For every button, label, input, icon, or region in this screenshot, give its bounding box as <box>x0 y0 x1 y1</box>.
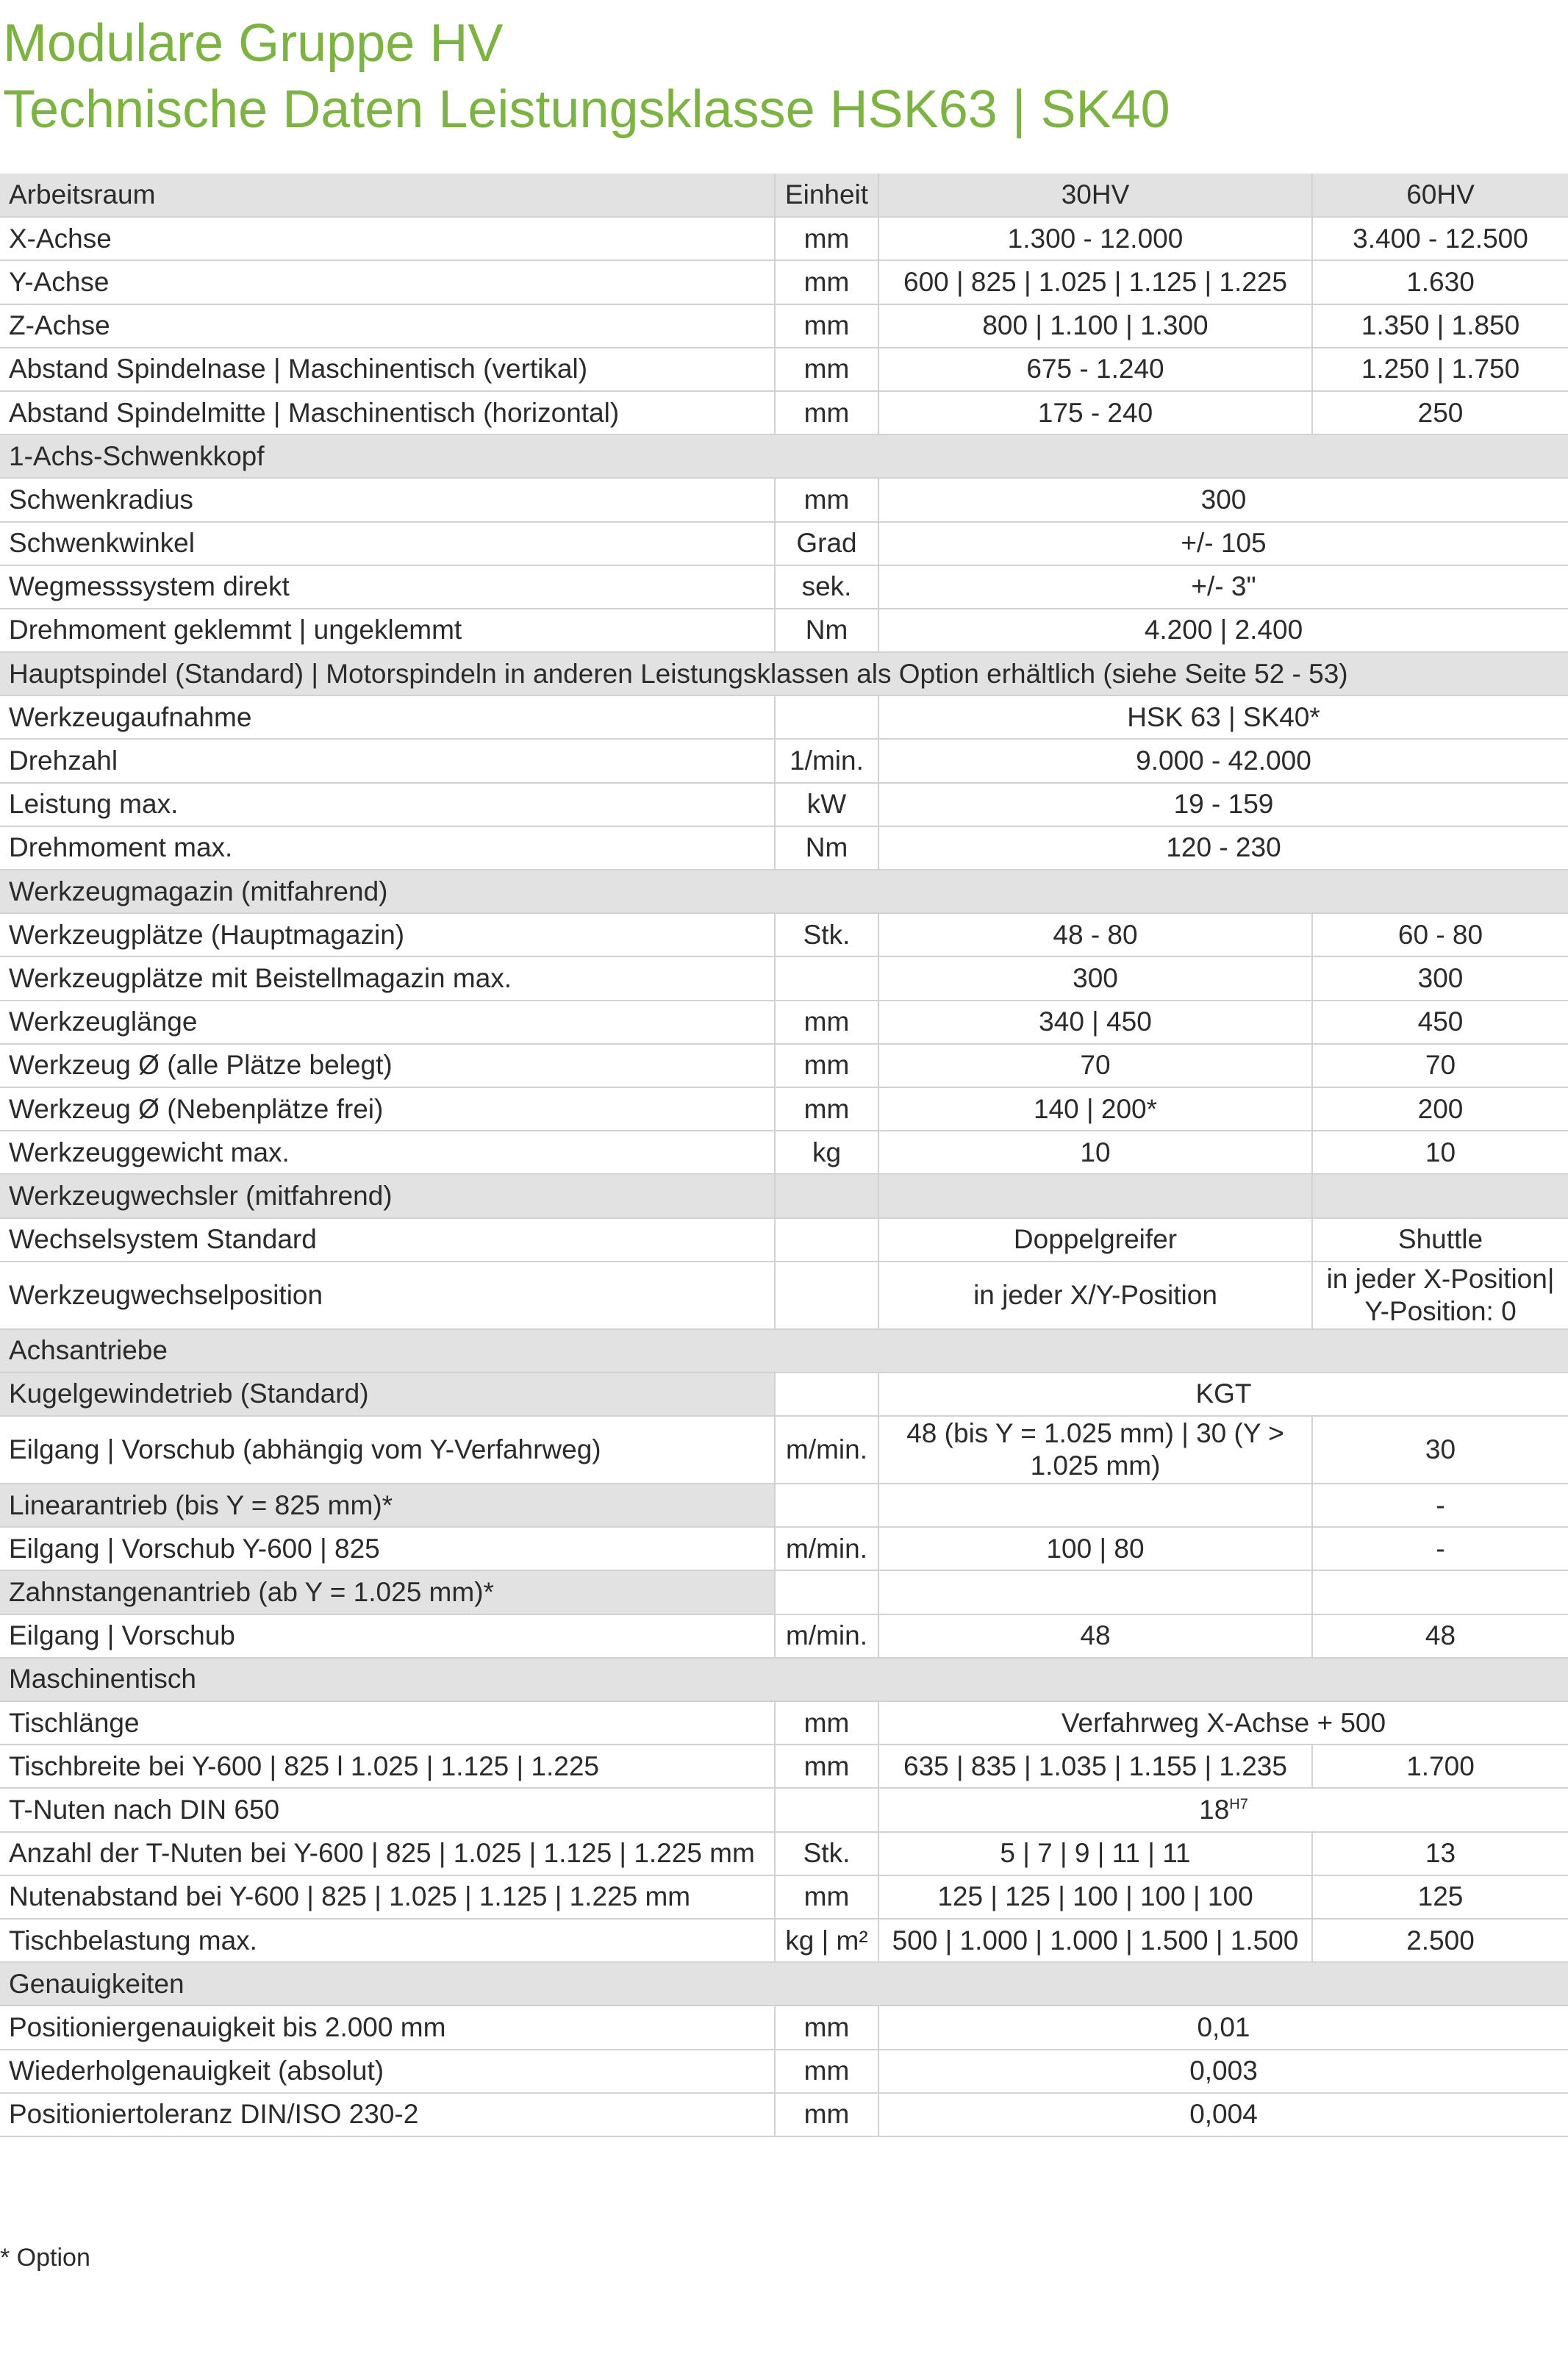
value-30hv: 300 <box>878 956 1312 1000</box>
row-unit: mm <box>775 391 878 434</box>
row-unit: mm <box>775 1001 878 1044</box>
row-label: Leistung max. <box>0 783 775 826</box>
title-line-1: Modulare Gruppe HV <box>3 14 504 73</box>
section-header <box>0 1174 1568 1217</box>
section-header <box>0 870 1568 913</box>
subsection-title: Kugelgewindetrieb (Standard) <box>0 1373 775 1416</box>
section-header <box>0 1329 1568 1373</box>
row-label: Positioniertoleranz DIN/ISO 230-2 <box>0 2093 775 2136</box>
value-30hv: 48 (bis Y = 1.025 mm) | 30 (Y > 1.025 mm) <box>878 1416 1312 1484</box>
value-60hv: in jeder X-Position| Y-Position: 0 <box>1312 1262 1568 1329</box>
row-unit: 1/min. <box>775 739 878 782</box>
row-label: Eilgang | Vorschub <box>0 1614 775 1658</box>
value-60hv: 1.700 <box>1312 1745 1568 1788</box>
row-label: Eilgang | Vorschub Y-600 | 825 <box>0 1527 775 1570</box>
value-30hv: 70 <box>878 1044 1312 1087</box>
row-label: Positioniergenauigkeit bis 2.000 mm <box>0 2006 775 2049</box>
row-unit: m/min. <box>775 1416 878 1484</box>
row-label: Z-Achse <box>0 304 775 348</box>
row-unit: kg | m² <box>775 1919 878 1962</box>
value-60hv: 450 <box>1312 1001 1568 1044</box>
value-30hv: Doppelgreifer <box>878 1218 1312 1262</box>
table-row <box>0 1788 1568 1831</box>
spec-table <box>0 173 1568 2137</box>
row-label: Tischbelastung max. <box>0 1919 775 1962</box>
value-60hv: 3.400 - 12.500 <box>1312 217 1568 260</box>
section-title: 1-Achs-Schwenkkopf <box>0 434 1568 478</box>
value-shared: Verfahrweg X-Achse + 500 <box>878 1701 1568 1745</box>
table-row <box>0 1044 1568 1087</box>
section-title: Werkzeugmagazin (mitfahrend) <box>0 870 1568 913</box>
value-60hv: 1.350 | 1.850 <box>1312 304 1568 348</box>
empty-cell <box>775 1484 878 1527</box>
value-shared: 19 - 159 <box>878 783 1568 826</box>
subsection-title: Zahnstangenantrieb (ab Y = 1.025 mm)* <box>0 1570 775 1614</box>
table-row <box>0 1527 1568 1570</box>
table-row <box>0 1416 1568 1484</box>
row-unit: mm <box>775 2050 878 2093</box>
row-label: Abstand Spindelmitte | Maschinentisch (horizontal) <box>0 391 775 434</box>
row-label: Werkzeuggewicht max. <box>0 1131 775 1174</box>
empty-cell <box>878 1484 1312 1527</box>
row-label: Y-Achse <box>0 260 775 304</box>
table-row <box>0 826 1568 870</box>
header-unit: Einheit <box>775 173 878 217</box>
row-unit: m/min. <box>775 1527 878 1570</box>
row-label: Schwenkwinkel <box>0 522 775 565</box>
row-unit: Grad <box>775 522 878 565</box>
table-row <box>0 695 1568 739</box>
row-unit: mm <box>775 260 878 304</box>
value-shared: 120 - 230 <box>878 826 1568 870</box>
value-60hv: - <box>1312 1484 1568 1527</box>
row-unit: Nm <box>775 826 878 870</box>
row-unit: Nm <box>775 609 878 652</box>
row-unit <box>775 1788 878 1831</box>
value-60hv: - <box>1312 1527 1568 1570</box>
row-unit: mm <box>775 2093 878 2136</box>
row-unit: mm <box>775 478 878 521</box>
row-unit: m/min. <box>775 1614 878 1658</box>
table-row <box>0 783 1568 826</box>
value-30hv: 125 | 125 | 100 | 100 | 100 <box>878 1875 1312 1919</box>
row-label: Werkzeugwechselposition <box>0 1262 775 1329</box>
table-row <box>0 565 1568 609</box>
table-row <box>0 2050 1568 2093</box>
empty-cell <box>878 1174 1312 1217</box>
table-row <box>0 1131 1568 1174</box>
value-60hv: 2.500 <box>1312 1919 1568 1962</box>
row-unit: Stk. <box>775 913 878 956</box>
row-label: Tischlänge <box>0 1701 775 1745</box>
value-30hv: 800 | 1.100 | 1.300 <box>878 304 1312 348</box>
section-title: Werkzeugwechsler (mitfahrend) <box>0 1174 775 1217</box>
row-label: Werkzeugplätze (Hauptmagazin) <box>0 913 775 956</box>
table-row <box>0 1745 1568 1788</box>
value-shared: 9.000 - 42.000 <box>878 739 1568 782</box>
table-row <box>0 1832 1568 1875</box>
value-30hv: 140 | 200* <box>878 1087 1312 1131</box>
row-unit: mm <box>775 304 878 348</box>
value-30hv: 600 | 825 | 1.025 | 1.125 | 1.225 <box>878 260 1312 304</box>
value-60hv: 200 <box>1312 1087 1568 1131</box>
table-header-row <box>0 173 1568 217</box>
table-row <box>0 478 1568 521</box>
subsection-title: Linearantrieb (bis Y = 825 mm)* <box>0 1484 775 1527</box>
value-60hv: 13 <box>1312 1832 1568 1875</box>
table-row <box>0 1001 1568 1044</box>
value-60hv: 250 <box>1312 391 1568 434</box>
row-label: Tischbreite bei Y-600 | 825 l 1.025 | 1.125 | 1.225 <box>0 1745 775 1788</box>
row-label: Abstand Spindelnase | Maschinentisch (vertikal) <box>0 348 775 391</box>
row-label: Wegmesssystem direkt <box>0 565 775 609</box>
row-label: Nutenabstand bei Y-600 | 825 | 1.025 | 1.125 | 1.225 mm <box>0 1875 775 1919</box>
row-unit <box>775 1218 878 1262</box>
value-30hv: 48 - 80 <box>878 913 1312 956</box>
row-label: Werkzeugaufnahme <box>0 695 775 739</box>
section-title: Genauigkeiten <box>0 1962 1568 2006</box>
value-main: 18 <box>1199 1794 1230 1825</box>
header-label: Arbeitsraum <box>0 173 775 217</box>
value-30hv: 10 <box>878 1131 1312 1174</box>
table-row <box>0 1570 1568 1614</box>
value-60hv: 60 - 80 <box>1312 913 1568 956</box>
row-label: T-Nuten nach DIN 650 <box>0 1788 775 1831</box>
row-label: Wechselsystem Standard <box>0 1218 775 1262</box>
table-row <box>0 304 1568 348</box>
row-label: Wiederholgenauigkeit (absolut) <box>0 2050 775 2093</box>
header-60hv: 60HV <box>1312 173 1568 217</box>
table-row <box>0 739 1568 782</box>
row-label: Werkzeug Ø (alle Plätze belegt) <box>0 1044 775 1087</box>
row-unit: mm <box>775 217 878 260</box>
value-30hv: 675 - 1.240 <box>878 348 1312 391</box>
empty-cell <box>1312 1174 1568 1217</box>
table-row <box>0 391 1568 434</box>
section-title: Hauptspindel (Standard) | Motorspindeln in anderen Leistungsklassen als Option erhältlich (siehe Seite 52 - 53) <box>0 652 1568 695</box>
value-30hv: 500 | 1.000 | 1.000 | 1.500 | 1.500 <box>878 1919 1312 1962</box>
value-shared: 0,004 <box>878 2093 1568 2136</box>
row-unit: sek. <box>775 565 878 609</box>
table-row <box>0 1875 1568 1919</box>
value-shared: HSK 63 | SK40* <box>878 695 1568 739</box>
section-title: Maschinentisch <box>0 1658 1568 1701</box>
section-header <box>0 1962 1568 2006</box>
row-label: Drehzahl <box>0 739 775 782</box>
row-unit: Stk. <box>775 1832 878 1875</box>
section-header <box>0 434 1568 478</box>
section-header <box>0 1658 1568 1701</box>
row-unit: mm <box>775 1044 878 1087</box>
row-unit: kg <box>775 1131 878 1174</box>
row-label: Werkzeugplätze mit Beistellmagazin max. <box>0 956 775 1000</box>
empty-cell <box>775 1570 878 1614</box>
value-60hv: Shuttle <box>1312 1218 1568 1262</box>
row-unit: mm <box>775 2006 878 2049</box>
page-title <box>3 10 1170 143</box>
value-shared: +/- 3" <box>878 565 1568 609</box>
row-label: Drehmoment geklemmt | ungeklemmt <box>0 609 775 652</box>
row-label: Werkzeuglänge <box>0 1001 775 1044</box>
row-label: Eilgang | Vorschub (abhängig vom Y-Verfahrweg) <box>0 1416 775 1484</box>
value-30hv: 635 | 835 | 1.035 | 1.155 | 1.235 <box>878 1745 1312 1788</box>
section-title: Achsantriebe <box>0 1329 1568 1373</box>
value-30hv: 5 | 7 | 9 | 11 | 11 <box>878 1832 1312 1875</box>
row-label: Werkzeug Ø (Nebenplätze frei) <box>0 1087 775 1131</box>
value-30hv: 100 | 80 <box>878 1527 1312 1570</box>
table-row <box>0 2093 1568 2136</box>
table-row <box>0 1262 1568 1329</box>
value-shared: 300 <box>878 478 1568 521</box>
footnote: * Option <box>0 2244 90 2272</box>
value-60hv: 48 <box>1312 1614 1568 1658</box>
title-line-2: Technische Daten Leistungsklasse HSK63 | SK40 <box>3 80 1170 139</box>
row-unit <box>775 695 878 739</box>
value-shared <box>878 1788 1568 1831</box>
value-60hv: 1.630 <box>1312 260 1568 304</box>
table-row <box>0 609 1568 652</box>
value-30hv: 1.300 - 12.000 <box>878 217 1312 260</box>
value-30hv: 175 - 240 <box>878 391 1312 434</box>
empty-cell <box>775 1174 878 1217</box>
row-unit: mm <box>775 1875 878 1919</box>
table-row <box>0 956 1568 1000</box>
value-superscript: H7 <box>1229 1796 1248 1813</box>
value-30hv: 48 <box>878 1614 1312 1658</box>
value-60hv: 10 <box>1312 1131 1568 1174</box>
section-header <box>0 652 1568 695</box>
table-row <box>0 260 1568 304</box>
table-row <box>0 1373 1568 1416</box>
row-label: Anzahl der T-Nuten bei Y-600 | 825 | 1.025 | 1.125 | 1.225 mm <box>0 1832 775 1875</box>
row-unit: mm <box>775 1745 878 1788</box>
value-60hv: 70 <box>1312 1044 1568 1087</box>
value-shared: 0,003 <box>878 2050 1568 2093</box>
row-unit <box>775 956 878 1000</box>
table-row <box>0 1614 1568 1658</box>
value-shared: KGT <box>878 1373 1568 1416</box>
value-60hv: 125 <box>1312 1875 1568 1919</box>
row-unit: mm <box>775 1701 878 1745</box>
table-row <box>0 1218 1568 1262</box>
header-30hv: 30HV <box>878 173 1312 217</box>
value-60hv: 1.250 | 1.750 <box>1312 348 1568 391</box>
empty-cell <box>878 1570 1312 1614</box>
table-row <box>0 348 1568 391</box>
table-row <box>0 217 1568 260</box>
value-shared: 0,01 <box>878 2006 1568 2049</box>
empty-cell <box>775 1373 878 1416</box>
table-row <box>0 913 1568 956</box>
row-unit <box>775 1262 878 1329</box>
row-label: X-Achse <box>0 217 775 260</box>
table-row <box>0 1919 1568 1962</box>
value-60hv: 300 <box>1312 956 1568 1000</box>
value-60hv: 30 <box>1312 1416 1568 1484</box>
row-label: Schwenkradius <box>0 478 775 521</box>
table-row <box>0 1701 1568 1745</box>
empty-cell <box>1312 1570 1568 1614</box>
table-row <box>0 2006 1568 2049</box>
table-row <box>0 1484 1568 1527</box>
value-30hv: in jeder X/Y-Position <box>878 1262 1312 1329</box>
table-row <box>0 522 1568 565</box>
row-unit: mm <box>775 1087 878 1131</box>
row-label: Drehmoment max. <box>0 826 775 870</box>
value-shared: 4.200 | 2.400 <box>878 609 1568 652</box>
table-row <box>0 1087 1568 1131</box>
value-30hv: 340 | 450 <box>878 1001 1312 1044</box>
value-shared: +/- 105 <box>878 522 1568 565</box>
row-unit: kW <box>775 783 878 826</box>
row-unit: mm <box>775 348 878 391</box>
